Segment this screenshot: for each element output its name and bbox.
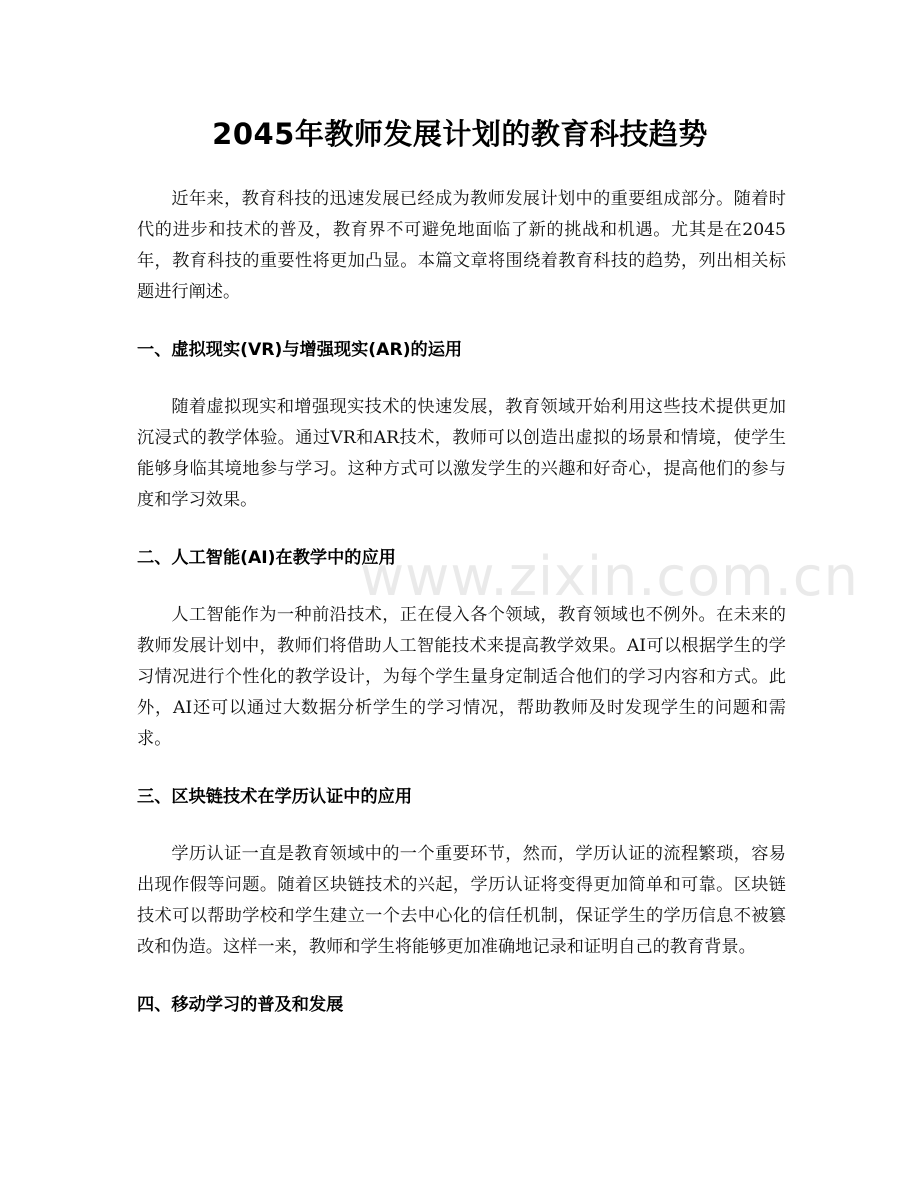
section-heading-ai: 二、人工智能(AI)在教学中的应用 — [137, 548, 396, 568]
intro-paragraph: 近年来，教育科技的迅速发展已经成为教师发展计划中的重要组成部分。随着时代的进步和技术的普及，教育界不可避免地面临了新的挑战和机遇。尤其是在2045年，教育科技的重要性将更加凸显。本篇文章将围绕着教育科技的趋势，列出相关标题进行阐述。 — [137, 189, 786, 302]
section-body-blockchain: 学历认证一直是教育领域中的一个重要环节，然而，学历认证的流程繁琐，容易出现作假等问题。随着区块链技术的兴起，学历认证将变得更加简单和可靠。区块链技术可以帮助学校和学生建立一个去中心化的信任机制，保证学生的学历信息不被篡改和伪造。这样一来，教师和学生将能够更加准确地记录和证明自己的教育背景。 — [137, 844, 786, 957]
section-heading-blockchain: 三、区块链技术在学历认证中的应用 — [137, 787, 413, 807]
section-body-vr-ar: 随着虚拟现实和增强现实技术的快速发展，教育领域开始利用这些技术提供更加沉浸式的教学体验。通过VR和AR技术，教师可以创造出虚拟的场景和情境，使学生能够身临其境地参与学习。这种方式可以激发学生的兴趣和好奇心，提高他们的参与度和学习效果。 — [137, 397, 786, 510]
section-body-ai: 人工智能作为一种前沿技术，正在侵入各个领域，教育领域也不例外。在未来的教师发展计划中，教师们将借助人工智能技术来提高教学效果。AI可以根据学生的学习情况进行个性化的教学设计，为每个学生量身定制适合他们的学习内容和方式。此外，AI还可以通过大数据分析学生的学习情况，帮助教师及时发现学生的问题和需求。 — [137, 605, 786, 749]
section-heading-vr-ar: 一、虚拟现实(VR)与增强现实(AR)的运用 — [137, 340, 463, 360]
document-body — [137, 184, 786, 1021]
section-heading-mobile-learning: 四、移动学习的普及和发展 — [137, 995, 344, 1015]
watermark-text: www.zixin.com.cn — [360, 545, 859, 608]
document-title: 2045年教师发展计划的教育科技趋势 — [212, 117, 708, 151]
